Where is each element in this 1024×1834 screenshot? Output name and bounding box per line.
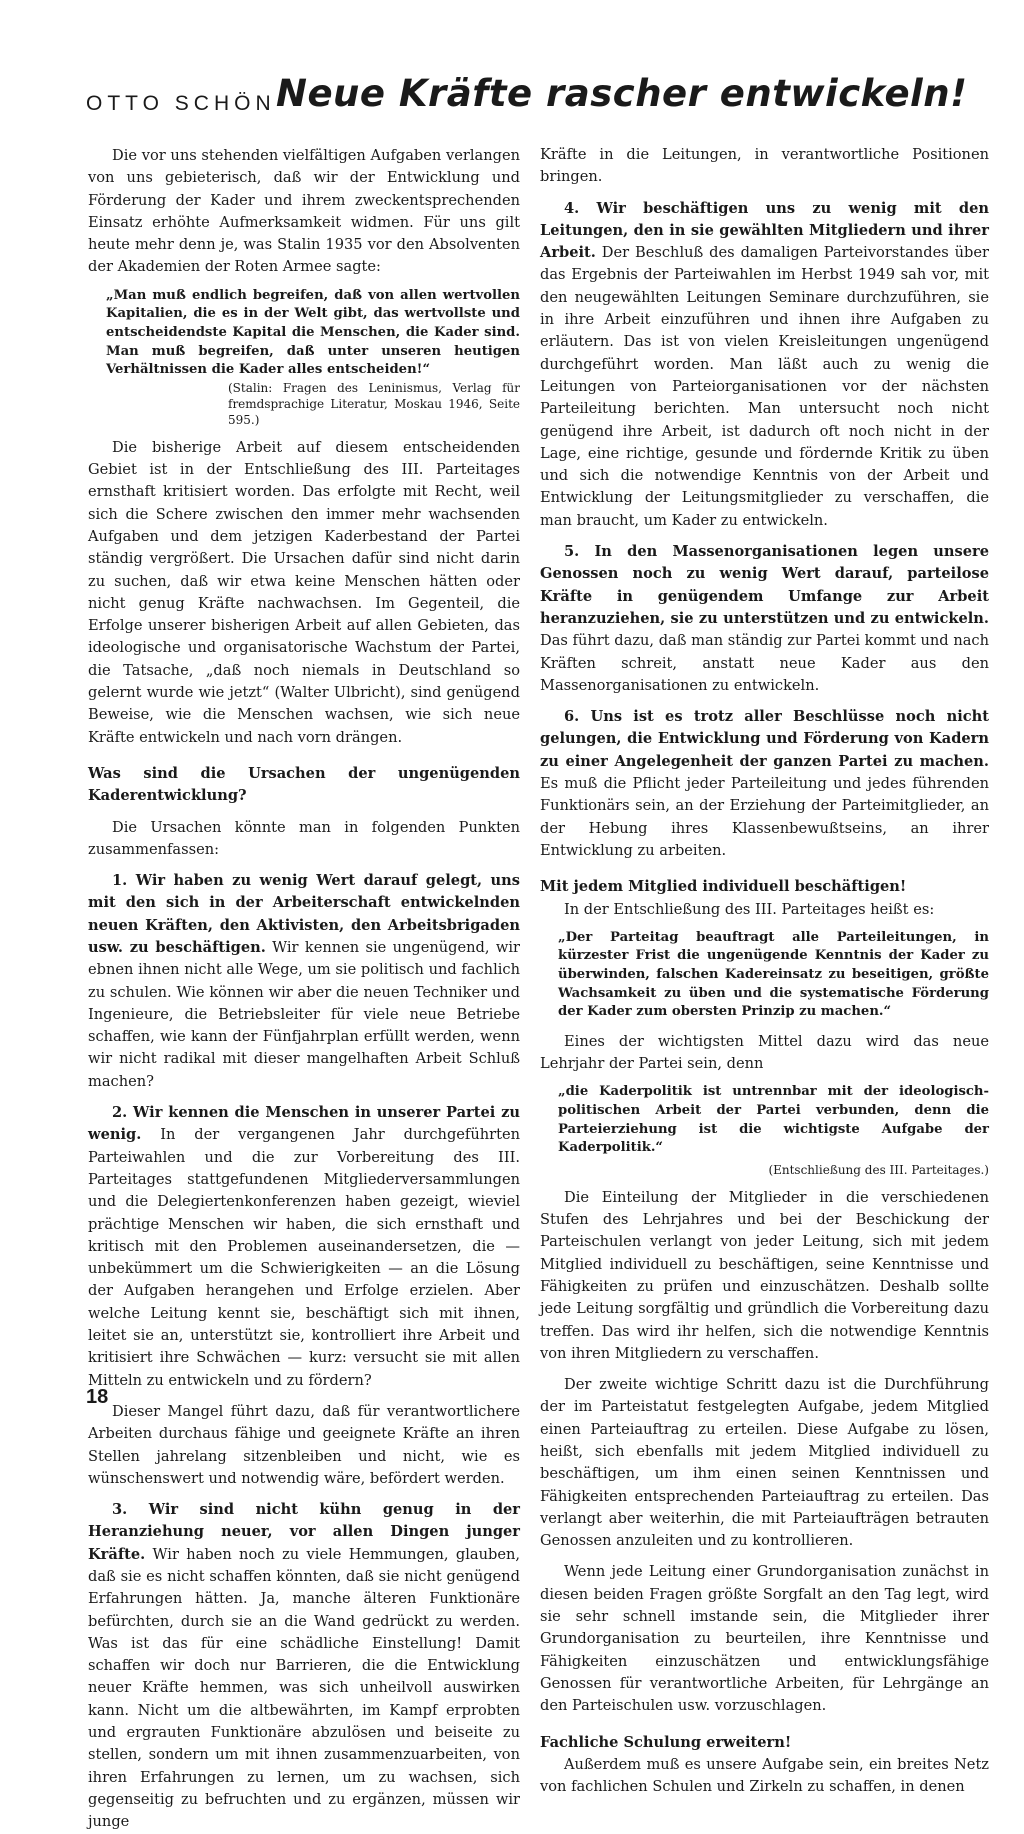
paragraph: Kräfte in die Leitungen, in verantwortliche Positionen bringen. bbox=[540, 146, 989, 186]
point-3-text: Wir haben noch zu viele Hemmungen, glauben, daß sie es nicht schaffen könnten, daß sie nicht genügend Erfahrungen hätten. Ja, manche älteren Funktionäre befürchten, durch sie an die Wand gedrückt zu werden. Was ist das für eine schädliche Einstellung! Damit schaffen wir doch nur Barrieren, die die Entwicklung neuer Kräfte hemmen, was sich unheilvoll auswirken kann. Nicht um die altbewährten, im Kampf erprobten und ergrauten Funktionäre abzulösen und beiseite zu stellen, sondern um mit ihnen zusammenzuarbeiten, von ihren Erfahrungen zu lernen, um zu wachsen, sich gegenseitig zu befruchten und zu ergänzen, müssen wir junge bbox=[88, 1545, 520, 1831]
right-column bbox=[540, 144, 989, 1798]
point-2 bbox=[88, 1102, 520, 1392]
paragraph: Die Einteilung der Mitglieder in die verschiedenen Stufen des Lehrjahres und bei der Beschickung der Parteischulen verlangt von jeder Leitung, sich mit jedem Mitglied individuell zu beschäftigen, seine Kenntnisse und Fähigkeiten zu prüfen und einzuschätzen. Deshalb sollte jede Leitung sorgfältig und gründlich die Vorbereitung dazu treffen. Das wird ihr helfen, sich die notwendige Kenntnis von ihren Mitgliedern zu verschaffen. bbox=[540, 1188, 989, 1362]
article-title: Neue Kräfte rascher entwickeln! bbox=[276, 72, 968, 115]
point-6 bbox=[540, 706, 989, 862]
paragraph: In der Entschließung des III. Parteitages heißt es: bbox=[564, 900, 935, 918]
paragraph: Eines der wichtigsten Mittel dazu wird das neue Lehrjahr der Partei sein, denn bbox=[540, 1032, 989, 1073]
point-3-heading: 3. Wir sind nicht kühn genug in der Heranziehung neuer, vor allen Dingen junger Kräfte. bbox=[88, 1501, 520, 1563]
point-5-text: Das führt dazu, daß man ständig zur Partei kommt und nach Kräften schreit, anstatt neue Kader aus den Massenorganisationen zu entwickeln. bbox=[540, 632, 989, 694]
quote-source: (Stalin: Fragen des Leninismus, Verlag für fremdsprachige Literatur, Moskau 1946, Seite 595.) bbox=[228, 380, 520, 427]
paragraph: Der zweite wichtige Schritt dazu ist die Durchführung der im Parteistatut festgelegten Aufgabe, jedem Mitglied einen Parteiauftrag zu erteilen. Diese Aufgabe zu lösen, heißt, sich ebenfalls mit jedem Mitglied individuell zu beschäftigen, um ihm einen seinen Kenntnissen und Fähigkeiten entsprechenden Parteiauftrag zu erteilen. Das verlangt aber weiterhin, die mit Parteiaufträgen betrauten Genossen anzuleiten und zu kontrollieren. bbox=[540, 1376, 989, 1550]
point-2-heading: 2. Wir kennen die Menschen in unserer Partei zu wenig. bbox=[88, 1104, 520, 1144]
point-5-heading: 5. In den Massenorganisationen legen unsere Genossen noch zu wenig Wert darauf, parteilose Kräfte in genügendem Umfange zur Arbeit heranzuziehen, sie zu unterstützen und zu entwickeln. bbox=[540, 543, 989, 627]
paragraph: Die vor uns stehenden vielfältigen Aufgaben verlangen von uns gebieterisch, daß wir der Entwicklung und Förderung der Kader und ihrem zweckentsprechenden Einsatz erhöhte Aufmerksamkeit widmen. Für uns gilt heute mehr denn je, was Stalin 1935 vor den Absolventen der Akademien der Roten Armee sagte: bbox=[88, 147, 520, 276]
left-column bbox=[88, 145, 520, 1834]
point-4 bbox=[540, 198, 989, 532]
paragraph: Dieser Mangel führt dazu, daß für verantwortlichere Arbeiten durchaus fähige und geeignete Kräfte an ihren Stellen jahrelang sitzenbleiben und nicht, wie es wünschenswert und notwendig wäre, befördert werden. bbox=[88, 1402, 520, 1487]
quote-source: (Entschließung des III. Parteitages.) bbox=[768, 1162, 989, 1177]
point-2-text: In der vergangenen Jahr durchgeführten Parteiwahlen und die zur Vorbereitung des III. Parteitages stattgefundenen Mitgliederversammlungen und die Delegiertenkonferenzen haben gezeigt, wieviel prächtige Menschen wir haben, die sich ernsthaft und kritisch mit den Problemen auseinandersetzen, die — unbekümmert um die Schwierigkeiten — an die Lösung der Aufgaben herangehen und Erfolge erzielen. Aber welche Leitung kennt sie, beschäftigt sich mit ihnen, leitet sie an, unterstützt sie, kontrolliert ihre Arbeit und kritisiert ihre Schwächen — kurz: versucht sie mit allen Mitteln zu entwickeln und zu fördern? bbox=[88, 1126, 520, 1389]
point-6-text: Es muß die Pflicht jeder Parteileitung und jedes führenden Funktionärs sein, an der Erziehung der Parteimitglieder, an der Hebung ihres Klassenbewußtseins, an ihrer Entwicklung zu arbeiten. bbox=[540, 775, 989, 859]
resolution-quote: „die Kaderpolitik ist untrennbar mit der ideologisch-politischen Arbeit der Partei verbunden, denn die Parteierziehung ist die wichtigste Aufgabe der Kaderpolitik.“ bbox=[558, 1084, 989, 1156]
section-heading: Mit jedem Mitglied individuell beschäftigen! bbox=[540, 878, 907, 896]
paragraph: Die bisherige Arbeit auf diesem entscheidenden Gebiet ist in der Entschließung des III. Parteitages ernsthaft kritisiert worden. Das erfolgte mit Recht, weil sich die Schere zwischen den immer mehr wachsenden Aufgaben und dem jetzigen Kaderbestand der Partei ständig vergrößert. Die Ursachen dafür sind nicht darin zu suchen, daß wir etwa keine Menschen hätten oder nicht genug Kräfte nachwachsen. Im Gegenteil, die Erfolge unserer bisherigen Arbeit auf allen Gebieten, das ideologische und organisatorische Wachstum der Partei, die Tatsache, „daß noch niemals in Deutschland so gelernt wurde wie jetzt“ (Walter Ulbricht), sind genügend Beweise, wie die Menschen wachsen, wie sich neue Kräfte entwickeln und nach vorn drängen. bbox=[88, 438, 520, 746]
resolution-quote: „Der Parteitag beauftragt alle Parteileitungen, in kürzester Frist die ungenügende Kenntnis der Kader zu überwinden, falschen Kadereinsatz zu beseitigen, größte Wachsamkeit zu üben und die systematische Förderung der Kader zum obersten Prinzip zu machen.“ bbox=[558, 929, 989, 1020]
author-name: OTTO SCHÖN bbox=[86, 92, 276, 115]
section-heading: Fachliche Schulung erweitern! bbox=[540, 1733, 792, 1751]
point-4-heading: 4. Wir beschäftigen uns zu wenig mit den Leitungen, den in sie gewählten Mitgliedern und ihrer Arbeit. bbox=[540, 199, 989, 262]
section-heading: Was sind die Ursachen der ungenügenden Kaderentwicklung? bbox=[88, 764, 520, 805]
point-1-heading: 1. Wir haben zu wenig Wert darauf gelegt, uns mit den sich in der Arbeiterschaft entwickelnden neuen Kräften, den Aktivisten, den Arbeitsbrigaden usw. zu beschäftigen. bbox=[88, 872, 520, 956]
article-header bbox=[86, 72, 986, 132]
paragraph: Außerdem muß es unsere Aufgabe sein, ein breites Netz von fachlichen Schulen und Zirkeln zu schaffen, in denen bbox=[540, 1755, 989, 1796]
point-1 bbox=[88, 870, 520, 1093]
point-6-heading: 6. Uns ist es trotz aller Beschlüsse noch nicht gelungen, die Entwicklung und Förderung von Kadern zu einer Angelegenheit der ganzen Partei zu machen. bbox=[540, 708, 989, 770]
point-5 bbox=[540, 541, 989, 697]
point-1-text: Wir kennen sie ungenügend, wir ebnen ihnen nicht alle Wege, um sie politisch und fachlich zu schulen. Wie können wir aber die neuen Techniker und Ingenieure, die Betriebsleiter für viele neue Betriebe schaffen, wie kann der Fünfjahrplan erfüllt werden, wenn wir nicht radikal mit dieser mangelhaften Arbeit Schluß machen? bbox=[88, 938, 520, 1090]
point-3 bbox=[88, 1499, 520, 1833]
stalin-quote: „Man muß endlich begreifen, daß von allen wertvollen Kapitalien, die es in der Welt gibt, das wertvollste und entscheidendste Kapital die Menschen, die Kader sind. Man muß begreifen, daß unter unseren heutigen Verhältnissen die Kader alles entscheiden!“ bbox=[106, 287, 520, 378]
page-number: 18 bbox=[86, 1386, 109, 1408]
paragraph: Wenn jede Leitung einer Grundorganisation zunächst in diesen beiden Fragen größte Sorgfalt an den Tag legt, wird sie sehr schnell imstande sein, die Mitglieder ihrer Grundorganisation zu beurteilen, ihre Kenntnisse und Fähigkeiten einzuschätzen und entwicklungsfähige Genossen für verantwortliche Arbeiten, für Lehrgänge an den Parteischulen usw. vorzuschlagen. bbox=[540, 1563, 989, 1715]
paragraph: Die Ursachen könnte man in folgenden Punkten zusammenfassen: bbox=[88, 818, 520, 858]
point-4-text: Der Beschluß des damaligen Parteivorstandes über das Ergebnis der Parteiwahlen im Herbst 1949 sah vor, mit den neugewählten Leitungen Seminare durchzuführen, sie in ihre Arbeit einzuführen und ihnen ihre Aufgaben zu erläutern. Das ist von vielen Kreisleitungen ungenügend durchgeführt worden. Man läßt auch zu wenig die Leitungen von Parteiorganisationen vor der nächsten Parteileitung berichten. Man untersucht noch nicht genügend ihre Arbeit, ist dadurch oft noch nicht in der Lage, eine richtige, gesunde und fördernde Kritik zu üben und sich die notwendige Kenntnis von der Arbeit und Entwicklung der Leitungsmitglieder zu verschaffen, die man braucht, um Kader zu entwickeln. bbox=[540, 244, 989, 529]
